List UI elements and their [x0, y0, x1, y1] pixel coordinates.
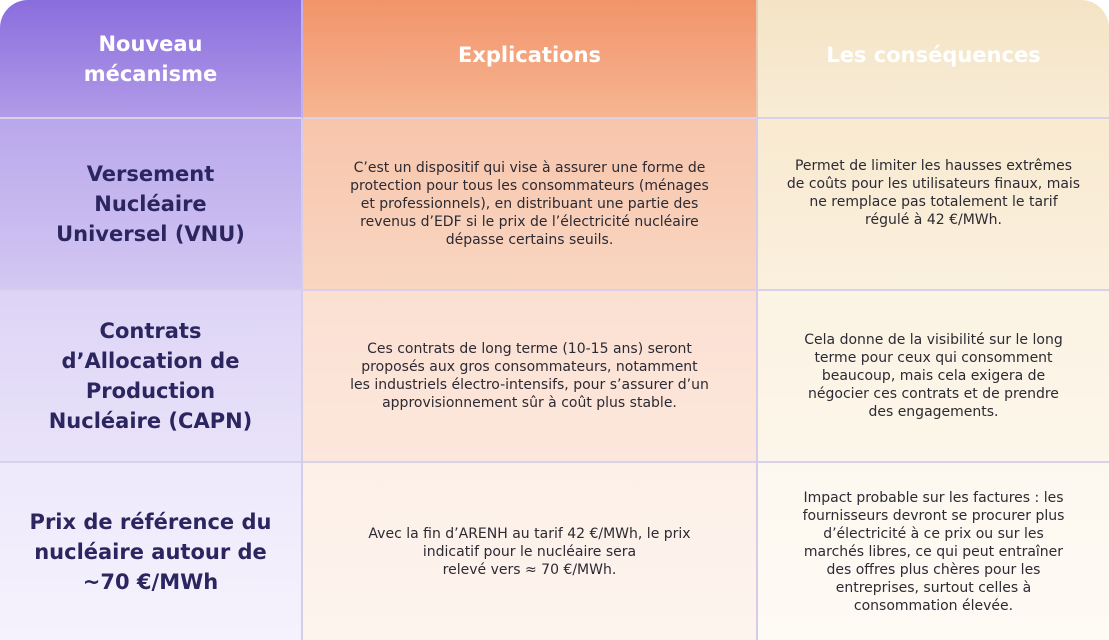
explanation-text: Ces contrats de long terme (10-15 ans) seront proposés aux gros consommateurs, notamment les industriels électro-intensifs, pour s’assurer d’un approvisionnement sûr à coût plus stable.: [350, 341, 709, 411]
consequence-text: Cela donne de la visibilité sur le long terme pour ceux qui consomment beaucoup, mais cela exigera de négocier ces contrats et de prendre des engagements.: [804, 332, 1063, 420]
table-row-1-explanation: [303, 119, 758, 291]
explanation-text: Avec la fin d’ARENH au tarif 42 €/MWh, le prix indicatif pour le nucléaire sera relevé vers ≈ 70 €/MWh.: [368, 525, 691, 578]
mechanism-name: Versement Nucléaire Universel (VNU): [56, 162, 245, 246]
table-row-1-consequence: [758, 119, 1109, 291]
mechanism-name: Prix de référence du nucléaire autour de ~70 €/MWh: [29, 509, 272, 594]
table-row-3-mechanism: [0, 463, 303, 640]
explanation-text: C’est un dispositif qui vise à assurer une forme de protection pour tous les consommateurs (ménages et professionnels), en distribuant une partie des revenus d’EDF si le prix de l’électricité nucléaire dépasse certains seuils.: [350, 160, 709, 248]
consequence-text: Impact probable sur les factures : les fournisseurs devront se procurer plus d’électricité à ce prix ou sur les marchés libres, ce qui peut entraîner des offres plus chères pour les entreprises, surtout celles à consommation élevée.: [802, 489, 1065, 614]
table-row-3-explanation: [303, 463, 758, 640]
header-cell-mechanism: [0, 0, 303, 119]
table-row-1-mechanism: [0, 119, 303, 291]
mechanism-name: Contrats d’Allocation de Production Nucléaire (CAPN): [48, 319, 253, 433]
table-row-2-consequence: [758, 291, 1109, 463]
header-cell-explanations: [303, 0, 758, 119]
table-row-2-explanation: [303, 291, 758, 463]
table-row-2-mechanism: [0, 291, 303, 463]
header-mechanism-label: Nouveau mécanisme: [83, 31, 218, 86]
table-row-3-consequence: [758, 463, 1109, 640]
consequence-text: Permet de limiter les hausses extrêmes de coûts pour les utilisateurs finaux, mais ne remplace pas totalement le tarif régulé à 42 €/MWh.: [786, 158, 1081, 228]
header-cell-consequences: [758, 0, 1109, 119]
header-consequences-label: Les conséquences: [826, 42, 1041, 67]
header-explanations-label: Explications: [457, 42, 602, 67]
